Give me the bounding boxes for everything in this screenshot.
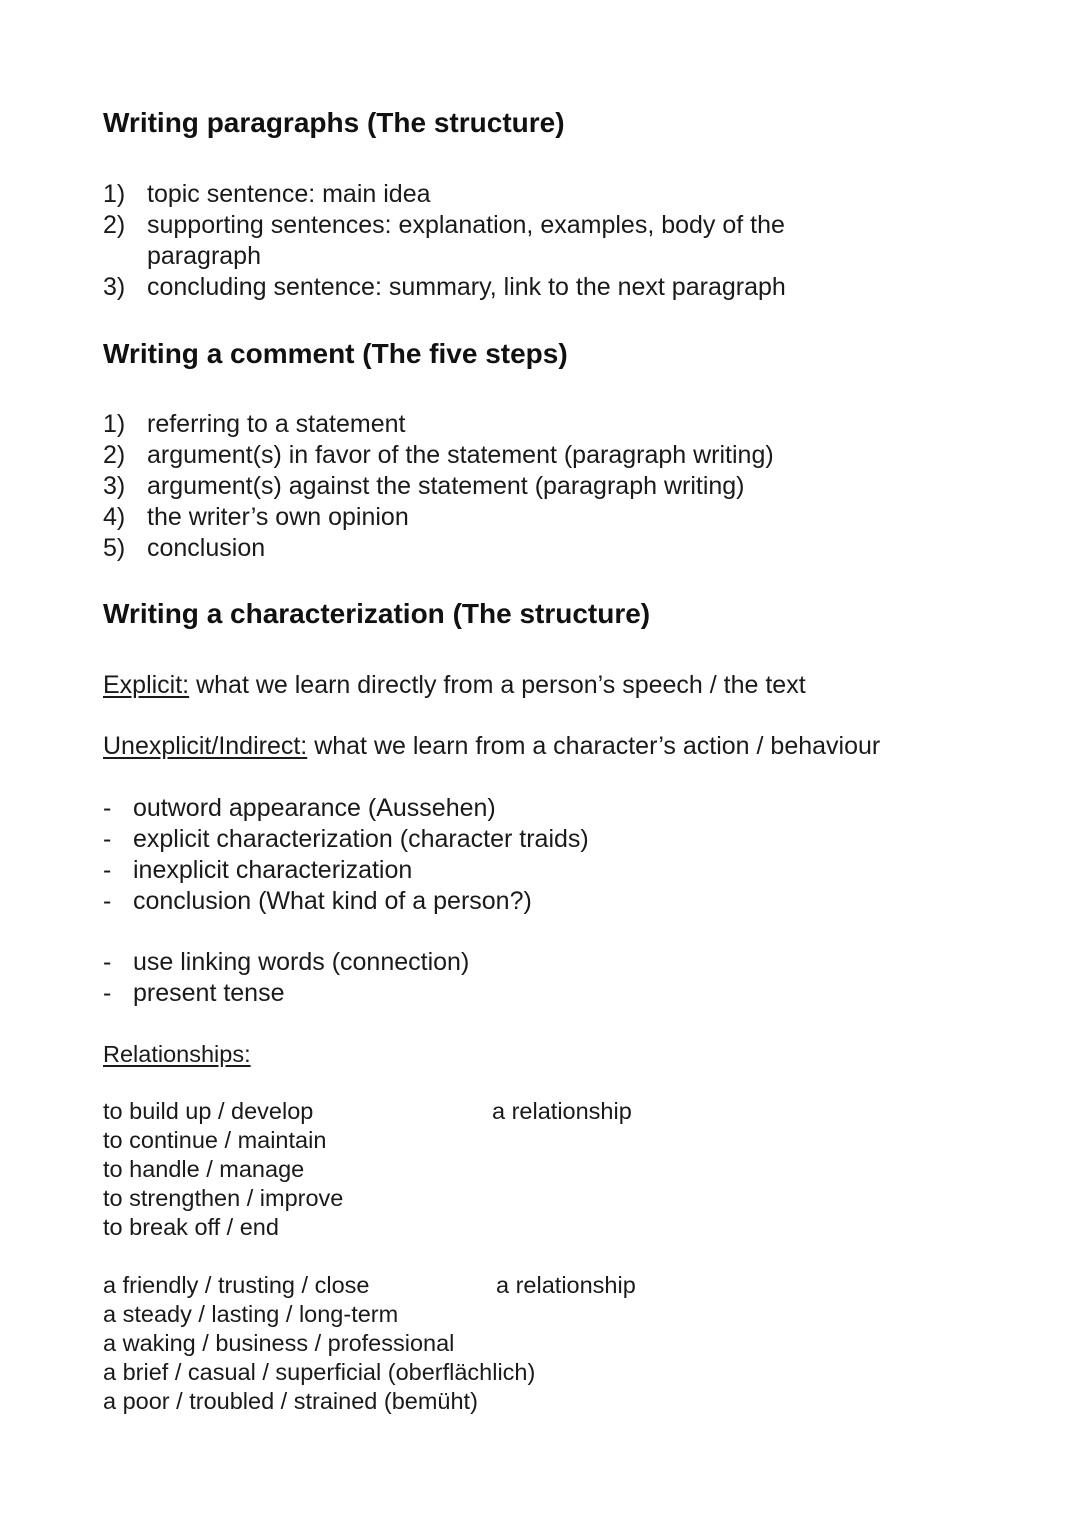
relationships-heading [103,1039,251,1070]
relationship-verbs-list [103,1097,803,1242]
bullet-item [103,793,803,824]
bullet-item [103,886,803,917]
section-title-comment: Writing a comment (The five steps) [103,338,568,369]
bullet-item [103,855,803,886]
list-number: 1) [103,410,126,438]
list-item: a friendly / trusting / close [103,1272,370,1298]
list-item [103,502,883,533]
list-item: a waking / business / professional [103,1330,455,1356]
dash-bullet: - [103,794,112,822]
dash-bullet: - [103,979,112,1007]
list-item [103,210,867,272]
bullet-text: inexplicit characterization [133,856,413,884]
list-item: a brief / casual / superficial (oberflächlich) [103,1359,536,1385]
list-number: 2) [103,211,126,239]
bullet-text: use linking words (connection) [133,948,470,976]
list-item-text: argument(s) in favor of the statement (paragraph writing) [147,441,774,469]
list-item [103,272,883,303]
list-item: to handle / manage [103,1156,305,1182]
list-item: to build up / develop [103,1098,314,1124]
relationship-adjectives-list [103,1271,803,1416]
list-item-text: conclusion [147,534,266,562]
unexplicit-text: what we learn from a character’s action / behaviour [307,732,881,760]
explicit-definition [103,670,806,701]
dash-bullet: - [103,856,112,884]
list-item: to continue / maintain [103,1127,327,1153]
list-item-text: referring to a statement [147,410,406,438]
writing-tips-list [103,947,803,1009]
relationship-verbs-block [103,1097,803,1242]
list-number: 4) [103,503,126,531]
dash-bullet: - [103,887,112,915]
list-item-text: the writer’s own opinion [147,503,409,531]
list-number: 5) [103,534,126,562]
comment-steps-list [103,409,883,564]
bullet-text: explicit characterization (character traids) [133,825,589,853]
characterization-steps-list [103,793,803,917]
list-item [103,409,883,440]
relationship-noun: a relationship [492,1098,632,1124]
paragraph-structure-list [103,179,883,303]
list-item: to break off / end [103,1214,279,1240]
bullet-text: outword appearance (Aussehen) [133,794,496,822]
bullet-text: conclusion (What kind of a person?) [133,887,532,915]
list-item-text: argument(s) against the statement (paragraph writing) [147,472,745,500]
list-item [103,440,883,471]
list-item-text: concluding sentence: summary, link to the next paragraph [147,273,786,301]
relationship-noun: a relationship [496,1272,636,1298]
list-item: to strengthen / improve [103,1185,344,1211]
bullet-item [103,947,803,978]
list-number: 3) [103,472,126,500]
bullet-item [103,978,803,1009]
list-number: 2) [103,441,126,469]
section-title-characterization: Writing a characterization (The structure) [103,598,651,629]
list-number: 3) [103,273,126,301]
explicit-text: what we learn directly from a person’s speech / the text [189,671,806,699]
list-item [103,179,883,210]
list-item [103,471,883,502]
dash-bullet: - [103,948,112,976]
relationships-label: Relationships: [103,1041,251,1067]
explicit-label: Explicit: [103,671,190,699]
list-number: 1) [103,180,126,208]
bullet-text: present tense [133,979,285,1007]
list-item [103,533,883,564]
unexplicit-definition [103,731,880,762]
relationship-adjectives-block [103,1271,803,1416]
bullet-item [103,824,803,855]
dash-bullet: - [103,825,112,853]
section-title-paragraphs: Writing paragraphs (The structure) [103,107,565,138]
list-item-text: supporting sentences: explanation, examples, body of the paragraph [147,211,785,270]
list-item-text: topic sentence: main idea [147,180,431,208]
list-item: a steady / lasting / long-term [103,1301,399,1327]
unexplicit-label: Unexplicit/Indirect: [103,732,308,760]
list-item: a poor / troubled / strained (bemüht) [103,1388,478,1414]
